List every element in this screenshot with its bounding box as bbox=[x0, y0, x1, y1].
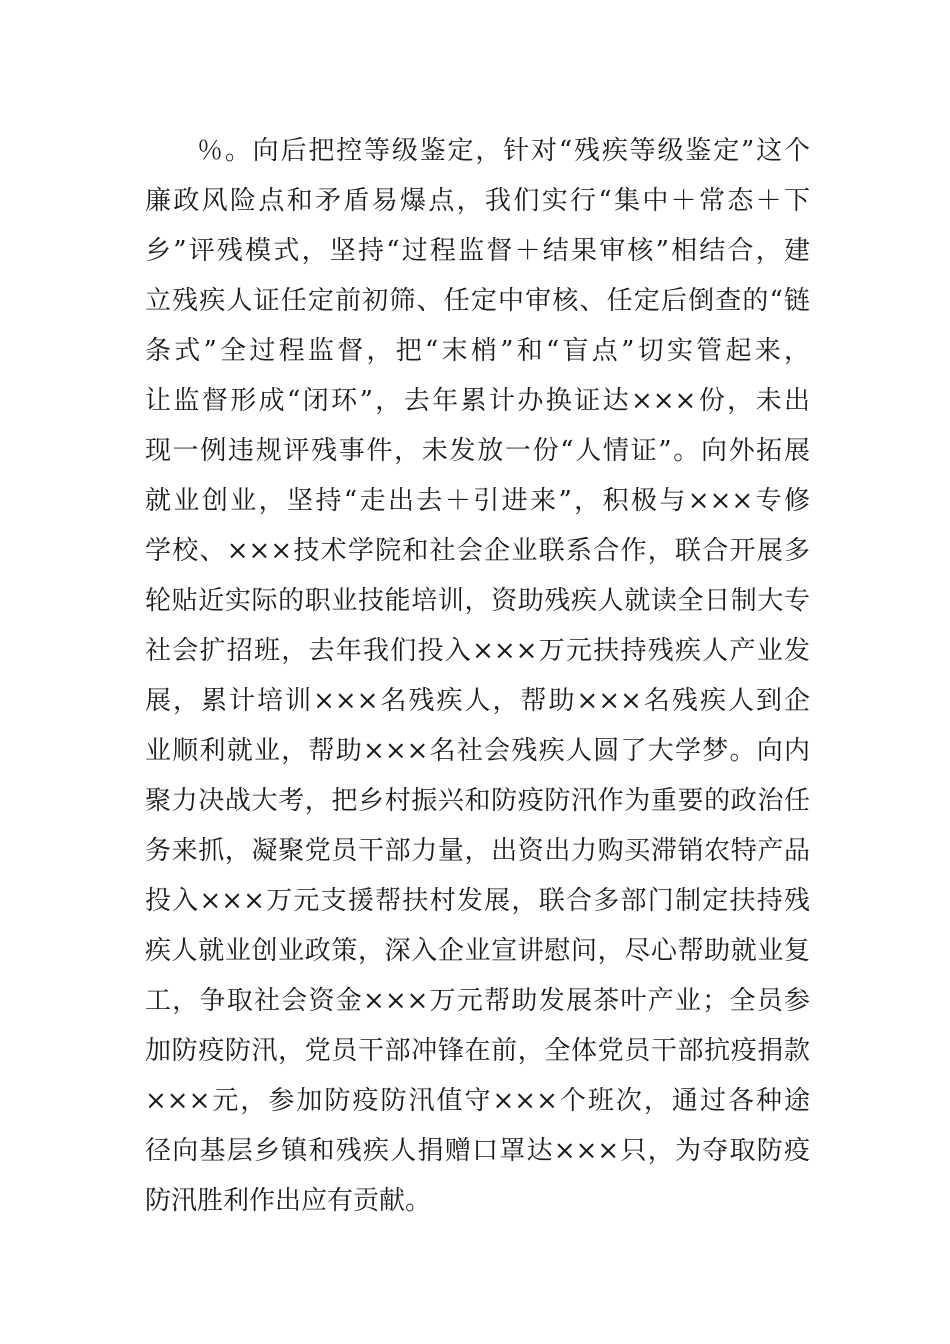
paragraph-line: 务来抓，凝聚党员干部力量，出资出力购买滞销农特产品 bbox=[145, 836, 810, 866]
paragraph-line: 立残疾人证任定前初筛、任定中审核、任定后倒查的“链 bbox=[145, 286, 810, 316]
paragraph-line: 径向基层乡镇和残疾人捐赠口罩达×××只，为夺取防疫 bbox=[145, 1136, 810, 1166]
paragraph-line: 让监督形成“闭环”，去年累计办换证达×××份，未出 bbox=[145, 386, 810, 416]
paragraph-line: 轮贴近实际的职业技能培训，资助残疾人就读全日制大专 bbox=[145, 586, 810, 616]
paragraph-line: 学校、×××技术学院和社会企业联系合作，联合开展多 bbox=[145, 536, 810, 566]
paragraph-line: 加防疫防汛，党员干部冲锋在前，全体党员干部抗疫捐款 bbox=[145, 1036, 810, 1066]
paragraph-line: 就业创业，坚持“走出去＋引进来”，积极与×××专修 bbox=[145, 486, 810, 516]
paragraph-line: 工，争取社会资金×××万元帮助发展茶叶产业；全员参 bbox=[145, 986, 810, 1016]
body-paragraph bbox=[145, 126, 810, 1226]
paragraph-line: ×××元，参加防疫防汛值守×××个班次，通过各种途 bbox=[145, 1086, 810, 1116]
paragraph-line: 疾人就业创业政策，深入企业宣讲慰问，尽心帮助就业复 bbox=[145, 936, 810, 966]
paragraph-line: 现一例违规评残事件，未发放一份“人情证”。向外拓展 bbox=[145, 436, 810, 466]
paragraph-line: 聚力决战大考，把乡村振兴和防疫防汛作为重要的政治任 bbox=[145, 786, 810, 816]
paragraph-line: 社会扩招班，去年我们投入×××万元扶持残疾人产业发 bbox=[145, 636, 810, 666]
paragraph-line: 条式”全过程监督，把“末梢”和“盲点”切实管起来， bbox=[145, 336, 810, 366]
paragraph-line: 防汛胜利作出应有贡献。 bbox=[145, 1186, 432, 1216]
paragraph-line: 业顺利就业，帮助×××名社会残疾人圆了大学梦。向内 bbox=[145, 736, 810, 766]
paragraph-line: 展，累计培训×××名残疾人，帮助×××名残疾人到企 bbox=[145, 686, 810, 716]
paragraph-line: 投入×××万元支援帮扶村发展，联合多部门制定扶持残 bbox=[145, 886, 810, 916]
paragraph-line: 乡”评残模式，坚持“过程监督＋结果审核”相结合，建 bbox=[145, 236, 810, 266]
paragraph-line: 廉政风险点和矛盾易爆点，我们实行“集中＋常态＋下 bbox=[145, 186, 810, 216]
paragraph-line: ％。向后把控等级鉴定，针对“残疾等级鉴定”这个 bbox=[197, 136, 810, 166]
